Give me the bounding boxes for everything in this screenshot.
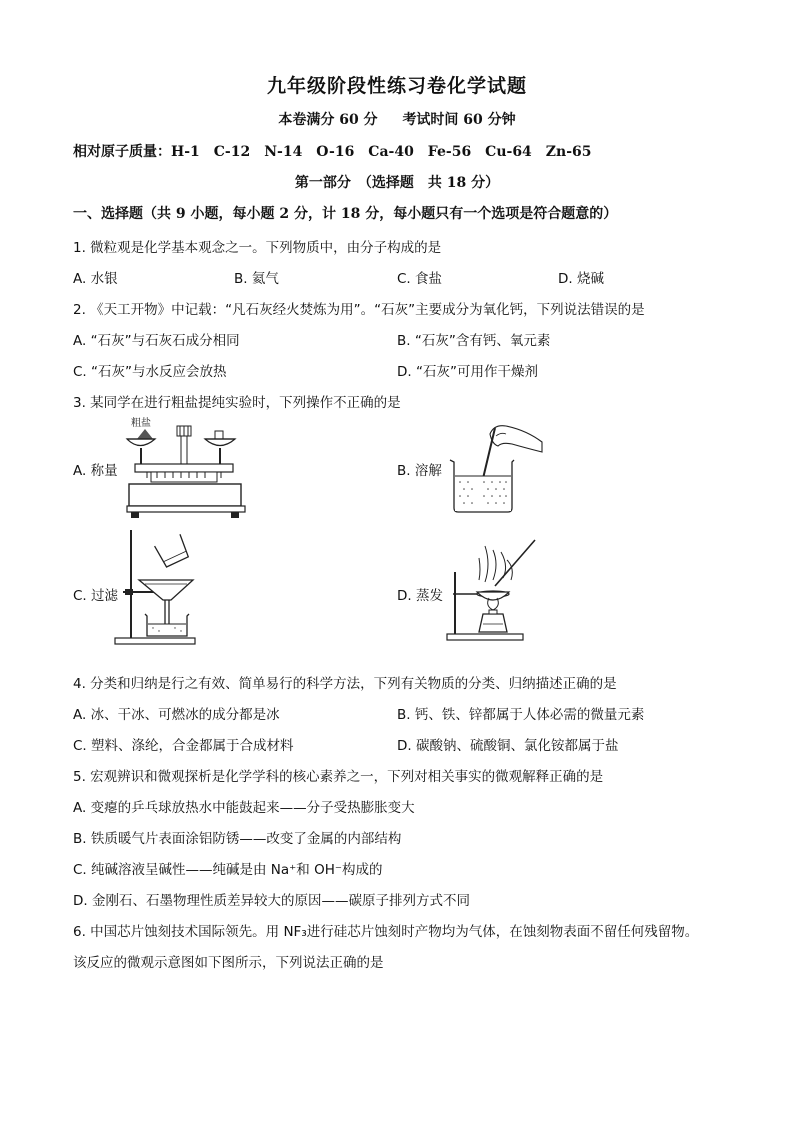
exam-info [0,109,794,129]
dissolving-beaker-figure [446,420,546,515]
q3-option-c[interactable]: C. 过滤 [73,588,119,604]
q5-option-c[interactable]: C. 纯碱溶液呈碱性——纯碱是由 Na⁺和 OH⁻构成的 [73,862,383,878]
question-6-stem-continued: 该反应的微观示意图如下图所示，下列说法正确的是 [73,955,384,971]
q2-option-b[interactable]: B. “石灰”含有钙、氧元素 [397,333,551,349]
filtration-figure [105,528,205,648]
question-4-stem: 4. 分类和归纳是行之有效、简单易行的科学方法，下列有关物质的分类、归纳描述正确的是 [73,676,617,692]
q1-option-d[interactable]: D. 烧碱 [558,271,604,287]
q4-option-d[interactable]: D. 碳酸钠、硫酸铜、氯化铵都属于盐 [397,738,619,754]
evaporation-figure [445,536,545,644]
q2-option-a[interactable]: A. “石灰”与石灰石成分相同 [73,333,240,349]
q4-option-c[interactable]: C. 塑料、涤纶，合金都属于合成材料 [73,738,294,754]
q3-option-a[interactable]: A. 称量 [73,463,118,479]
atomic-masses: 相对原子质量：H-1 C-12 N-14 O-16 Ca-40 Fe-56 Cu-64 Zn-65 [73,144,592,160]
q4-option-a[interactable]: A. 冰、干冰、可燃冰的成分都是冰 [73,707,280,723]
question-2-stem: 2. 《天工开物》中记载：“凡石灰经火焚炼为用”。“石灰”主要成分为氧化钙，下列说法错误的是 [73,302,645,318]
page-title: 九年级阶段性练习卷化学试题 [266,75,527,97]
balance-label: 粗盐 [131,418,151,429]
score-info: 本卷满分 60 分 [278,112,378,128]
question-5-stem: 5. 宏观辨识和微观探析是化学学科的核心素养之一，下列对相关事实的微观解释正确的是 [73,769,604,785]
q4-option-b[interactable]: B. 钙、铁、锌都属于人体必需的微量元素 [397,707,645,723]
question-1-stem: 1. 微粒观是化学基本观念之一。下列物质中，由分子构成的是 [73,240,442,256]
question-3-stem: 3. 某同学在进行粗盐提纯实验时，下列操作不正确的是 [73,395,401,411]
q2-option-d[interactable]: D. “石灰”可用作干燥剂 [397,364,538,380]
balance-weighing-figure [125,412,250,520]
time-info: 考试时间 60 分钟 [402,112,516,128]
question-6-stem: 6. 中国芯片蚀刻技术国际领先。用 NF₃进行硅芯片蚀刻时产物均为气体，在蚀刻物表面不留任何残留物。 [73,924,699,940]
q3-option-d[interactable]: D. 蒸发 [397,588,443,604]
q2-option-c[interactable]: C. “石灰”与水反应会放热 [73,364,227,380]
q1-option-c[interactable]: C. 食盐 [397,271,443,287]
part-title: 第一部分 （选择题 共 18 分） [294,175,500,191]
q1-option-b[interactable]: B. 氦气 [234,271,279,287]
q3-option-b[interactable]: B. 溶解 [397,463,442,479]
q5-option-d[interactable]: D. 金刚石、石墨物理性质差异较大的原因——碳原子排列方式不同 [73,893,470,909]
section-title: 一、选择题（共 9 小题，每小题 2 分，计 18 分，每小题只有一个选项是符合题意的） [73,206,618,222]
q5-option-a[interactable]: A. 变瘪的乒乓球放热水中能鼓起来——分子受热膨胀变大 [73,800,415,816]
q5-option-b[interactable]: B. 铁质暖气片表面涂铝防锈——改变了金属的内部结构 [73,831,402,847]
q1-option-a[interactable]: A. 水银 [73,271,118,287]
